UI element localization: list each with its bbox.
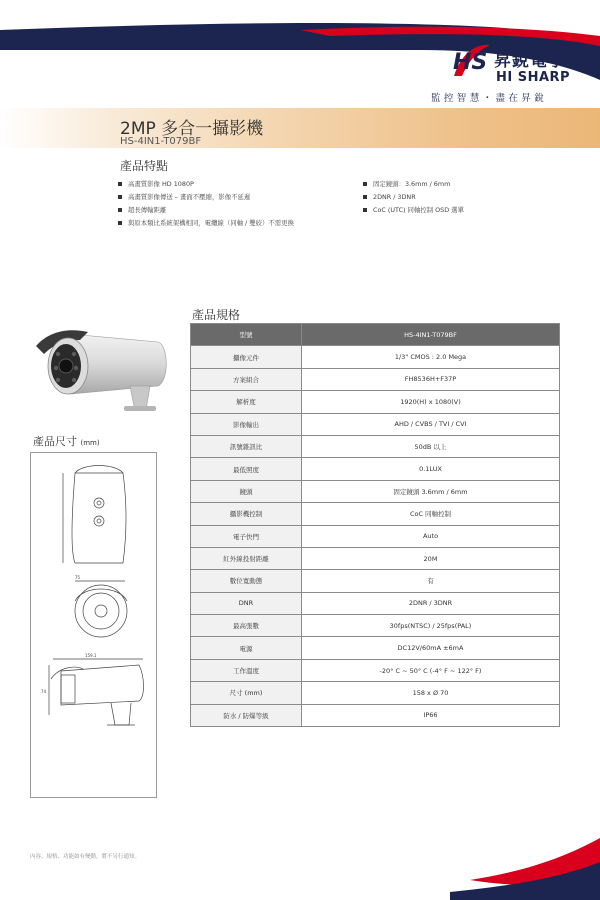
spec-value: 1/3" CMOS : 2.0 Mega — [302, 346, 560, 368]
table-row — [191, 503, 560, 525]
spec-value: Auto — [302, 525, 560, 547]
brand-logo-icon — [448, 42, 492, 78]
footer-note: 內容、規格、功能如有變動，將不另行通知。 — [30, 854, 141, 860]
spec-value: 50dB 以上 — [302, 435, 560, 457]
spec-key: 型號 — [191, 324, 302, 346]
camera-product-image — [30, 320, 175, 415]
spec-value: 1920(H) x 1080(V) — [302, 391, 560, 413]
feature-item: 與原本類比系統架構相同，電纜線（同軸 / 雙絞）不需更換 — [118, 217, 348, 230]
spec-value: 固定鏡頭 3.6mm / 6mm — [302, 480, 560, 502]
spec-value: 0.1LUX — [302, 458, 560, 480]
table-row — [191, 413, 560, 435]
dimensions-heading — [33, 433, 100, 449]
table-row — [191, 570, 560, 592]
spec-value: DC12V/60mA ±6mA — [302, 637, 560, 659]
table-row — [191, 547, 560, 569]
spec-value: FH8536H+F37P — [302, 368, 560, 390]
feature-item: 固定鏡頭：3.6mm / 6mm — [363, 178, 593, 191]
spec-key: 電子快門 — [191, 525, 302, 547]
spec-key: 最高張數 — [191, 615, 302, 637]
spec-key: DNR — [191, 592, 302, 614]
product-model: HS-4IN1-T079BF — [120, 136, 202, 147]
table-row — [191, 368, 560, 390]
spec-key: 攝影機控制 — [191, 503, 302, 525]
spec-value: -20° C ~ 50° C (-4° F ~ 122° F) — [302, 659, 560, 681]
table-row — [191, 637, 560, 659]
brand-mark-text: HS — [453, 50, 488, 75]
spec-key: 解析度 — [191, 391, 302, 413]
feature-item: 高畫質影像傳送 – 畫面不壓縮，影像不延遲 — [118, 191, 348, 204]
brand-name-en: HI SHARP — [496, 70, 571, 85]
spec-key: 最低照度 — [191, 458, 302, 480]
spec-key: 鏡頭 — [191, 480, 302, 502]
spec-table — [190, 323, 560, 727]
spec-key: 電源 — [191, 637, 302, 659]
table-row — [191, 435, 560, 457]
dimensions-heading-text: 產品尺寸 — [33, 435, 77, 448]
dim-label-length: 159.1 — [85, 653, 97, 658]
features-heading: 產品特點 — [120, 159, 169, 173]
table-row — [191, 346, 560, 368]
table-row — [191, 480, 560, 502]
product-title: 2MP 多合一攝影機 — [120, 119, 264, 139]
feature-item: 2DNR / 3DNR — [363, 191, 593, 204]
spec-value: 158 x Ø 70 — [302, 682, 560, 704]
dimensions-box — [30, 452, 157, 798]
dim-label-height: 74 — [41, 689, 47, 694]
footer-swoosh — [430, 820, 600, 900]
brand-name-cn: 昇銳電子 — [494, 51, 566, 71]
spec-key: 方案組合 — [191, 368, 302, 390]
brand-slogan: 監控智慧・盡在昇銳 — [431, 93, 548, 104]
spec-value: CoC 同軸控制 — [302, 503, 560, 525]
title-band — [0, 108, 600, 148]
table-row — [191, 525, 560, 547]
spec-heading: 產品規格 — [192, 308, 241, 322]
spec-key: 工作溫度 — [191, 659, 302, 681]
features-list-right — [363, 178, 593, 217]
table-row — [191, 704, 560, 726]
feature-item: 超長傳輸距離 — [118, 204, 348, 217]
table-row — [191, 391, 560, 413]
spec-value: IP66 — [302, 704, 560, 726]
dimensions-unit: (mm) — [80, 439, 100, 447]
features-list-left — [118, 178, 348, 230]
table-row — [191, 682, 560, 704]
spec-key: 數位寬動態 — [191, 570, 302, 592]
spec-key: 攝像元件 — [191, 346, 302, 368]
spec-value: HS-4IN1-T079BF — [302, 324, 560, 346]
spec-value: AHD / CVBS / TVI / CVI — [302, 413, 560, 435]
table-row — [191, 458, 560, 480]
table-row — [191, 659, 560, 681]
spec-value: 30fps(NTSC) / 25fps(PAL) — [302, 615, 560, 637]
spec-key: 防水 / 防爆等級 — [191, 704, 302, 726]
spec-value: 有 — [302, 570, 560, 592]
table-row — [191, 615, 560, 637]
dim-label-width: 75 — [75, 575, 81, 580]
feature-item: CoC (UTC) 同軸控制 OSD 選單 — [363, 204, 593, 217]
table-header-row — [191, 324, 560, 346]
spec-value: 20M — [302, 547, 560, 569]
spec-key: 訊號雜訊比 — [191, 435, 302, 457]
table-row — [191, 592, 560, 614]
spec-value: 2DNR / 3DNR — [302, 592, 560, 614]
spec-key: 紅外線投射距離 — [191, 547, 302, 569]
feature-item: 高畫質影像 HD 1080P — [118, 178, 348, 191]
dimension-drawing — [31, 453, 156, 797]
spec-key: 尺寸 (mm) — [191, 682, 302, 704]
spec-key: 影像輸出 — [191, 413, 302, 435]
